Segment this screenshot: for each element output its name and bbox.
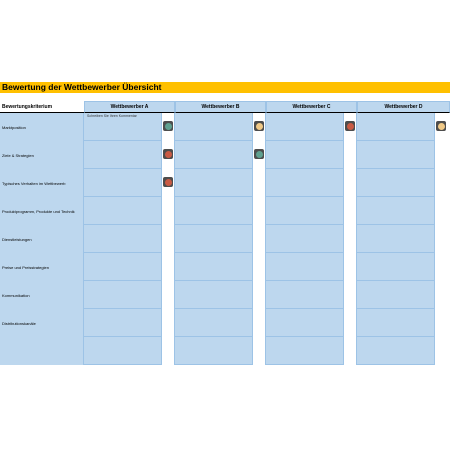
sheet-title: Bewertung der Wettbewerber Übersicht bbox=[0, 82, 450, 93]
comment-cell[interactable] bbox=[175, 309, 253, 337]
comment-cell[interactable] bbox=[175, 253, 253, 281]
comment-cell[interactable] bbox=[84, 281, 162, 309]
rating-cell[interactable] bbox=[344, 141, 357, 169]
traffic-light-green-icon bbox=[163, 121, 173, 131]
rating-cell[interactable] bbox=[162, 281, 175, 309]
traffic-light-dot bbox=[347, 123, 354, 130]
comment-cell[interactable] bbox=[84, 141, 162, 169]
rating-cell[interactable] bbox=[253, 337, 266, 365]
traffic-light-yellow-icon bbox=[254, 121, 264, 131]
rating-cell[interactable] bbox=[253, 225, 266, 253]
traffic-light-dot bbox=[256, 151, 263, 158]
rating-cell[interactable] bbox=[344, 197, 357, 225]
rating-cell[interactable] bbox=[344, 337, 357, 365]
rating-cell[interactable] bbox=[435, 169, 450, 197]
rating-cell[interactable] bbox=[253, 197, 266, 225]
traffic-light-green-icon bbox=[254, 149, 264, 159]
comment-cell[interactable] bbox=[266, 169, 344, 197]
rating-cell[interactable] bbox=[162, 113, 175, 141]
rating-cell[interactable] bbox=[435, 197, 450, 225]
traffic-light-dot bbox=[165, 123, 172, 130]
rating-cell[interactable] bbox=[435, 281, 450, 309]
criterion-label: Ziele & Strategien bbox=[2, 153, 34, 158]
comment-cell[interactable] bbox=[175, 281, 253, 309]
rating-cell[interactable] bbox=[435, 337, 450, 365]
traffic-light-dot bbox=[165, 179, 172, 186]
comment-cell[interactable] bbox=[84, 169, 162, 197]
competitor-header-c[interactable]: Wettbewerber C bbox=[266, 101, 357, 113]
traffic-light-red-icon bbox=[163, 149, 173, 159]
comment-cell[interactable] bbox=[84, 337, 162, 365]
comment-cell[interactable] bbox=[266, 337, 344, 365]
comment-cell[interactable] bbox=[266, 197, 344, 225]
competitor-header-b[interactable]: Wettbewerber B bbox=[175, 101, 266, 113]
criterion-label: Dienstleistungen bbox=[2, 237, 32, 242]
comment-cell[interactable] bbox=[175, 337, 253, 365]
rating-cell[interactable] bbox=[344, 253, 357, 281]
evaluation-grid bbox=[0, 101, 450, 365]
criterion-label: Marktposition bbox=[2, 125, 26, 130]
rating-cell[interactable] bbox=[162, 309, 175, 337]
comment-cell[interactable] bbox=[175, 197, 253, 225]
criterion-header: Bewertungskriterium bbox=[0, 101, 84, 113]
comment-cell[interactable] bbox=[266, 281, 344, 309]
rating-cell[interactable] bbox=[435, 141, 450, 169]
rating-cell[interactable] bbox=[162, 225, 175, 253]
criterion-label: Kommunikation bbox=[2, 293, 30, 298]
competitor-header-a[interactable]: Wettbewerber A bbox=[84, 101, 175, 113]
comment-cell[interactable] bbox=[84, 197, 162, 225]
rating-cell[interactable] bbox=[253, 113, 266, 141]
comment-cell[interactable] bbox=[84, 309, 162, 337]
comment-cell[interactable] bbox=[357, 225, 435, 253]
comment-cell[interactable] bbox=[175, 141, 253, 169]
rating-cell[interactable] bbox=[435, 309, 450, 337]
comment-cell[interactable] bbox=[357, 281, 435, 309]
rating-cell[interactable] bbox=[344, 225, 357, 253]
comment-cell[interactable] bbox=[357, 337, 435, 365]
rating-cell[interactable] bbox=[162, 197, 175, 225]
rating-cell[interactable] bbox=[162, 169, 175, 197]
comment-cell[interactable] bbox=[84, 113, 162, 141]
rating-cell[interactable] bbox=[344, 169, 357, 197]
rating-cell[interactable] bbox=[344, 113, 357, 141]
comment-cell[interactable] bbox=[357, 253, 435, 281]
rating-cell[interactable] bbox=[435, 225, 450, 253]
rating-cell[interactable] bbox=[162, 337, 175, 365]
rating-cell[interactable] bbox=[344, 281, 357, 309]
comment-cell[interactable] bbox=[357, 197, 435, 225]
comment-cell[interactable] bbox=[266, 225, 344, 253]
competitor-header-d[interactable]: Wettbewerber D bbox=[357, 101, 450, 113]
rating-cell[interactable] bbox=[435, 113, 450, 141]
criterion-label: Preise und Preisstrategien bbox=[2, 265, 49, 270]
comment-cell[interactable] bbox=[175, 225, 253, 253]
rating-cell[interactable] bbox=[162, 253, 175, 281]
traffic-light-red-icon bbox=[163, 177, 173, 187]
criterion-label: Distributionskanäle bbox=[2, 321, 36, 326]
comment-cell[interactable] bbox=[266, 141, 344, 169]
rating-cell[interactable] bbox=[253, 169, 266, 197]
rating-cell[interactable] bbox=[253, 253, 266, 281]
rating-cell[interactable] bbox=[253, 281, 266, 309]
comment-cell[interactable] bbox=[357, 113, 435, 141]
comment-cell[interactable] bbox=[175, 169, 253, 197]
traffic-light-dot bbox=[256, 123, 263, 130]
comment-cell[interactable] bbox=[175, 113, 253, 141]
comment-cell[interactable] bbox=[266, 113, 344, 141]
rating-cell[interactable] bbox=[253, 141, 266, 169]
comment-cell[interactable] bbox=[357, 309, 435, 337]
traffic-light-red-icon bbox=[345, 121, 355, 131]
comment-hint: Schreiben Sie Ihren Kommentar bbox=[87, 114, 137, 118]
comment-cell[interactable] bbox=[266, 309, 344, 337]
comment-cell[interactable] bbox=[357, 141, 435, 169]
comment-cell[interactable] bbox=[84, 253, 162, 281]
comment-cell[interactable] bbox=[357, 169, 435, 197]
rating-cell[interactable] bbox=[162, 141, 175, 169]
traffic-light-yellow-icon bbox=[436, 121, 446, 131]
criterion-label: Typisches Verhalten im Wettbewerb bbox=[2, 181, 66, 186]
rating-cell[interactable] bbox=[253, 309, 266, 337]
traffic-light-dot bbox=[165, 151, 172, 158]
comment-cell[interactable] bbox=[84, 225, 162, 253]
rating-cell[interactable] bbox=[344, 309, 357, 337]
rating-cell[interactable] bbox=[435, 253, 450, 281]
comment-cell[interactable] bbox=[266, 253, 344, 281]
traffic-light-dot bbox=[438, 123, 445, 130]
criterion-label: Produktprogramm, Produkte und Technik bbox=[2, 209, 75, 214]
criteria-column bbox=[0, 113, 84, 365]
